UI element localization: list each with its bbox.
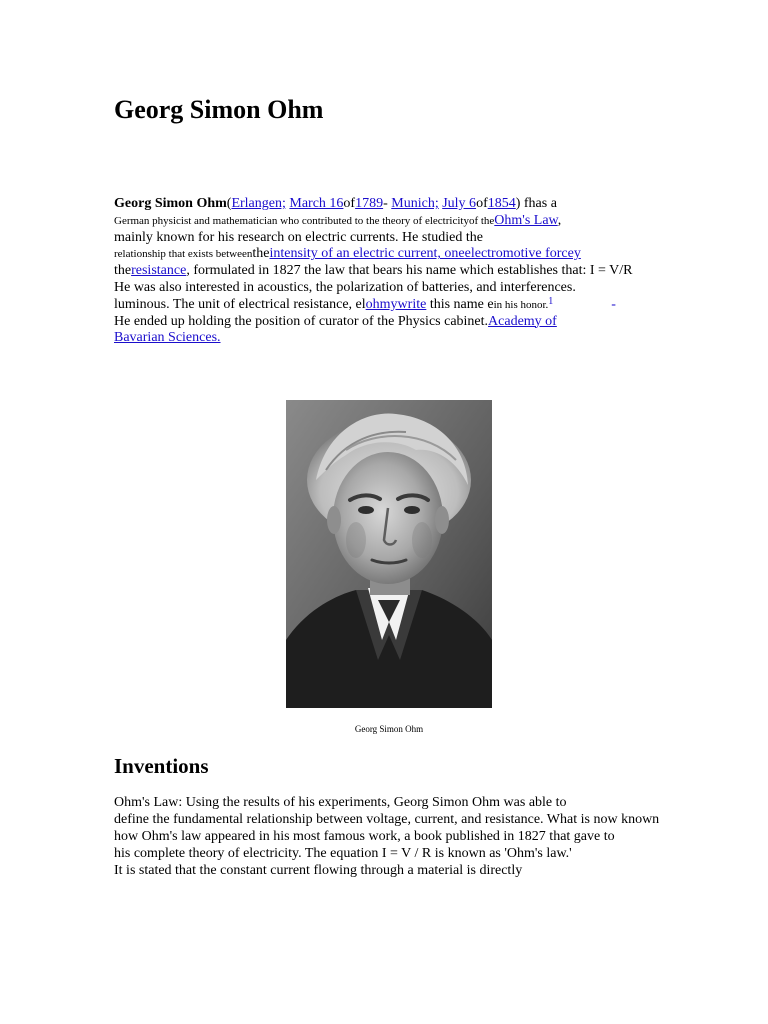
dash-text: - <box>383 196 392 211</box>
text-of: of <box>343 196 356 211</box>
intro-line-1-tail: ) fhas a <box>515 196 557 211</box>
paren-open: ( <box>226 196 232 211</box>
portrait-image <box>286 400 492 708</box>
intro-line-5 <box>114 263 714 280</box>
link-electromotive-force[interactable]: electromotive forcey <box>464 246 581 262</box>
intro-line-4-text: relationship that exists between <box>114 248 253 261</box>
intro-line-7 <box>114 297 714 314</box>
subject-name: Georg Simon Ohm <box>114 196 227 211</box>
footnote-ref-1[interactable]: 1 <box>548 295 554 307</box>
page-title: Georg Simon Ohm <box>114 95 324 124</box>
inventions-line: It is stated that the constant current flowing through a material is directly <box>114 863 523 878</box>
portrait-illustration <box>286 400 492 708</box>
text-of: of <box>476 196 488 211</box>
inventions-line: define the fundamental relationship between voltage, current, and resistance. What is now known <box>114 812 660 827</box>
comma: , <box>557 212 562 228</box>
honor-text: in his honor. <box>493 298 549 311</box>
intro-paragraph <box>114 196 714 347</box>
intro-line-4 <box>114 246 714 263</box>
inventions-line: Ohm's Law: Using the results of his experiments, Georg Simon Ohm was able to <box>114 795 567 810</box>
link-erlangen[interactable]: Erlangen; <box>231 196 286 211</box>
intro-line-7-text: luminous. The unit of electrical resistance, el <box>114 296 366 312</box>
link-intensity-of-current[interactable]: intensity of an electric current, one <box>269 246 465 262</box>
stray-dash: - <box>611 296 616 312</box>
text-the: the <box>252 246 270 262</box>
intro-line-9 <box>114 330 714 347</box>
figure-caption: Georg Simon Ohm <box>354 724 424 734</box>
intro-line-2 <box>114 213 714 230</box>
inventions-line: his complete theory of electricity. The equation I = V / R is known as 'Ohm's law.' <box>114 846 572 861</box>
intro-line-3 <box>114 230 714 247</box>
link-july-6[interactable]: July 6 <box>442 196 477 211</box>
intro-line-7-text2: this name e <box>426 296 494 312</box>
text-the: the <box>114 263 132 279</box>
intro-line-8-text: He ended up holding the position of curator of the Physics cabinet. <box>114 313 489 329</box>
intro-line-6-text: He was also interested in acoustics, the polarization of batteries, and interferences. <box>114 279 576 295</box>
intro-line-2-text: German physicist and mathematician who contributed to the theory of electricityof the <box>114 214 495 227</box>
link-ohm[interactable]: ohmywrite <box>365 296 427 312</box>
link-ohms-law[interactable]: Ohm's Law <box>494 212 558 228</box>
inventions-line: how Ohm's law appeared in his most famous work, a book published in 1827 that gave to <box>114 829 615 844</box>
link-munich[interactable]: Munich; <box>391 196 439 211</box>
intro-line-3-text: mainly known for his research on electric currents. He studied the <box>114 229 483 245</box>
intro-line-5-text: , formulated in 1827 the law that bears his name which establishes that: I = V/R <box>186 263 633 279</box>
link-academy-of[interactable]: Academy of <box>488 313 557 329</box>
link-march-16[interactable]: March 16 <box>289 196 344 211</box>
intro-line-8 <box>114 314 714 331</box>
inventions-paragraph <box>114 795 734 880</box>
intro-line-6 <box>114 280 714 297</box>
section-heading-inventions: Inventions <box>114 754 209 778</box>
link-1789[interactable]: 1789 <box>355 196 384 211</box>
link-1854[interactable]: 1854 <box>487 196 516 211</box>
intro-line-1 <box>114 196 714 213</box>
link-bavarian-sciences[interactable]: Bavarian Sciences. <box>114 330 221 346</box>
link-resistance[interactable]: resistance <box>131 263 187 279</box>
